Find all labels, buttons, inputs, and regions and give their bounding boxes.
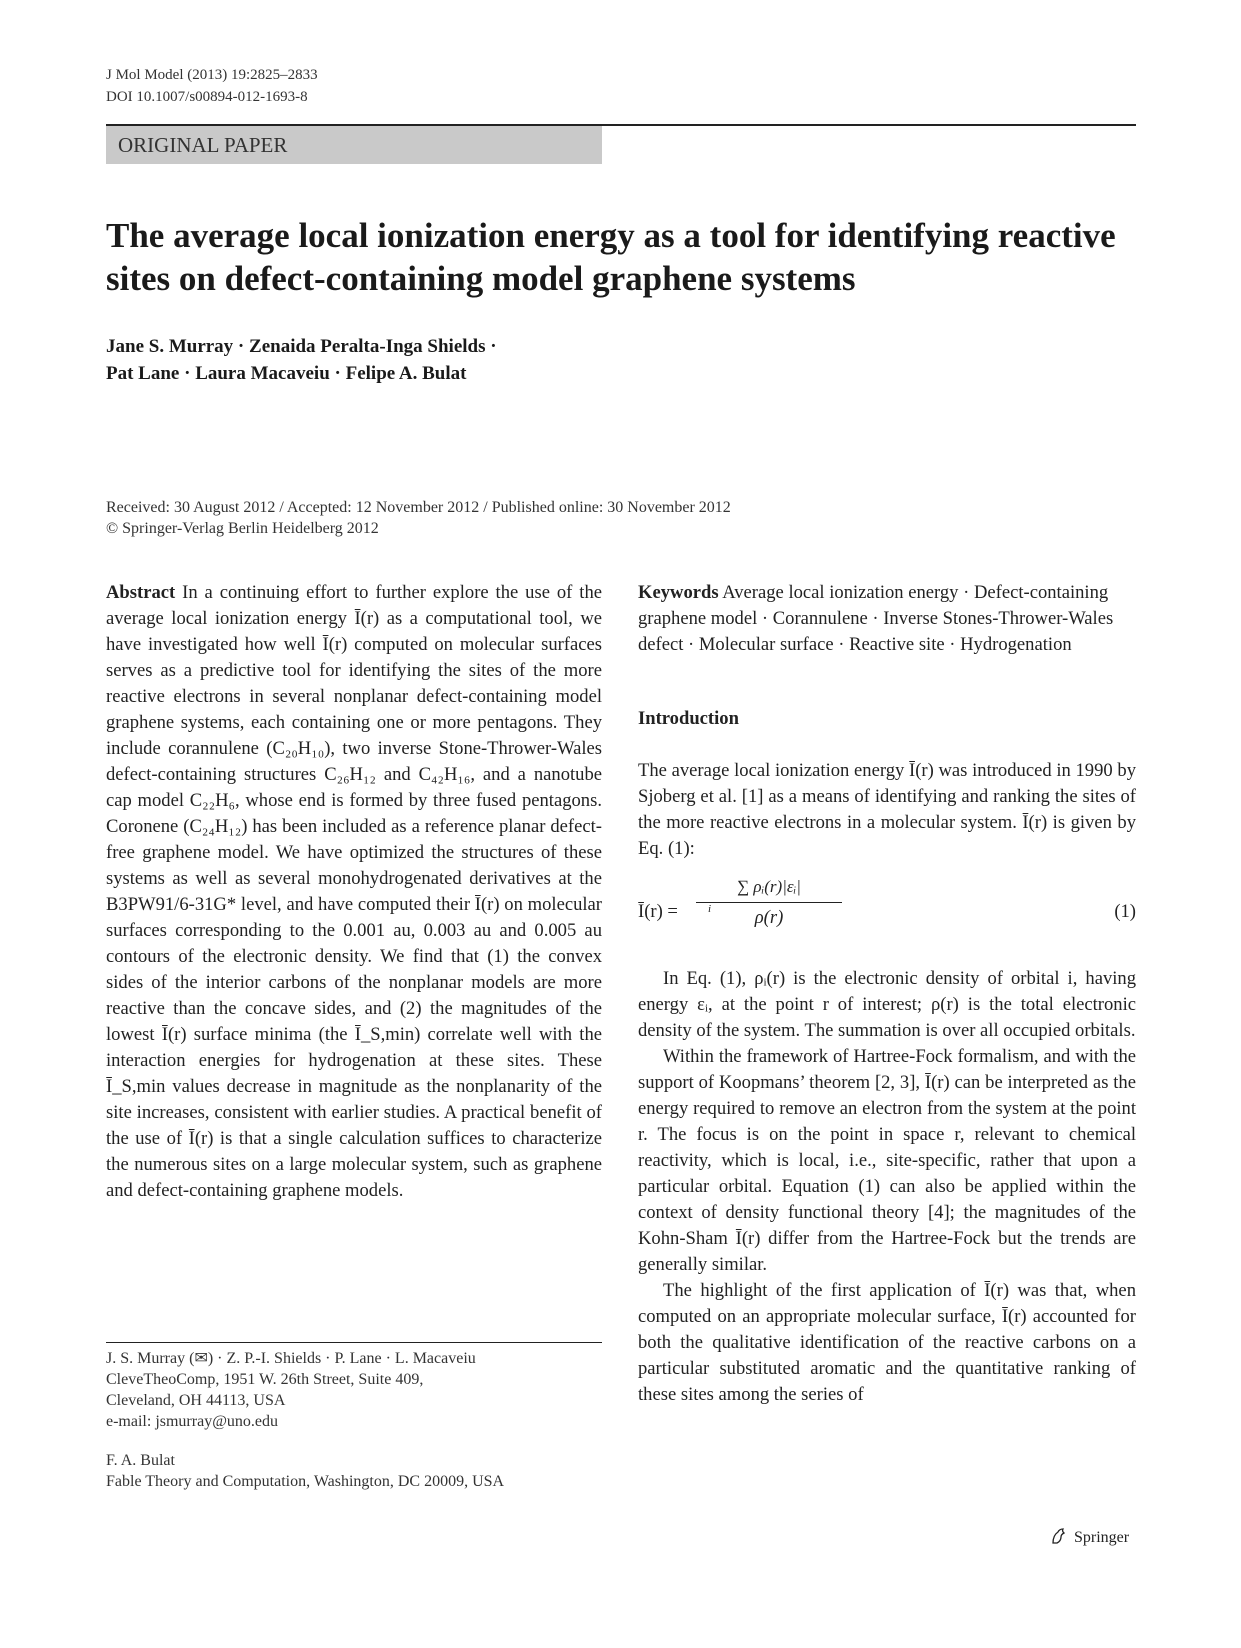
authors-line-2: Pat Lane · Laura Macaveiu · Felipe A. Bulat [106, 363, 467, 384]
keywords [638, 580, 1136, 658]
publisher-logo [1050, 1527, 1129, 1547]
intro-paragraph-4: The highlight of the first application of Ī(r) was that, when computed on an appropriate molecular surface, Ī(r) accounted for both the qualitative identification of the reactive carbons on a particular substituted aromatic and the quantitative ranking of these sites among the series of [638, 1280, 1136, 1405]
left-column [106, 580, 602, 1204]
fraction-bar [696, 902, 842, 903]
footnote-email[interactable]: e-mail: jsmurray@uno.edu [106, 1413, 279, 1430]
article-type-label: ORIGINAL PAPER [118, 133, 288, 157]
footnote-affiliation-1: CleveTheoComp, 1951 W. 26th Street, Suite 409, [106, 1371, 424, 1388]
journal-citation: J Mol Model (2013) 19:2825–2833 [106, 67, 318, 83]
author-list [106, 333, 497, 387]
equation-lhs: Ī(r) = [638, 901, 678, 922]
equation-sum-index: i [708, 903, 712, 915]
keywords-label: Keywords [638, 582, 719, 603]
abstract-text: In a continuing effort to further explore the use of the average local ionization energy Ī(r) as a computational tool, we have investigated how well Ī(r) computed on molecular surfaces serves as a predictive tool for identifying the sites of the more reactive electrons in several nonplanar defect-containing model graphene systems, each containing one or more pentagons. They include corannulene (C₂₀H₁₀), two inverse Stone-Thrower-Wales defect-containing structures C₂₆H₁₂ and C₄₂H₁₆, and a nanotube cap model C₂₂H₆, whose end is formed by three fused pentagons. Coronene (C₂₄H₁₂) has been included as a reference planar defect-free graphene model. We have optimized the structures of these systems as well as several monohydrogenated derivatives at the B3PW91/6-31G* level, and have computed their Ī(r) on molecular surfaces corresponding to the 0.001 au, 0.003 au and 0.005 au contours of the electronic density. We find that (1) the convex sides of the interior carbons of the nonplanar models are more reactive than the concave sides, and (2) the magnitudes of the lowest Ī(r) surface minima (the Ī_S,min) correlate well with the interaction energies for hydrogenation at these sites. These Ī_S,min values decrease in magnitude as the nonplanarity of the site increases, consistent with earlier studies. A practical benefit of the use of Ī(r) is that a single calculation suffices to characterize the numerous sites on a large molecular system, such as graphene and defect-containing graphene models. [106, 582, 602, 1201]
copyright-line: © Springer-Verlag Berlin Heidelberg 2012 [106, 520, 379, 537]
footnote-affiliation-3: Fable Theory and Computation, Washington, DC 20009, USA [106, 1473, 505, 1490]
article-type-banner [106, 126, 602, 164]
equation-1 [638, 874, 1136, 952]
footnote-rule [106, 1342, 602, 1343]
equation-number: (1) [1114, 901, 1136, 922]
intro-paragraph-2: In Eq. (1), ρᵢ(r) is the electronic density of orbital i, having energy εᵢ, at the point r of interest; ρ(r) is the total electronic density of the system. The summation is over all occupied orbitals. [638, 968, 1136, 1041]
paper-title: The average local ionization energy as a tool for identifying reactive sites on defect-containing model graphene systems [106, 216, 1116, 298]
right-column [638, 580, 1136, 1408]
dates-line: Received: 30 August 2012 / Accepted: 12 November 2012 / Published online: 30 November 2012 [106, 499, 731, 516]
keywords-text: Average local ionization energy · Defect-containing graphene model · Corannulene · Inverse Stones-Thrower-Wales defect · Molecular surface · Reactive site · Hydrogenation [638, 582, 1114, 655]
author-affiliations [106, 1348, 504, 1492]
equation-fraction [696, 874, 842, 931]
publication-history [106, 497, 731, 539]
footnote-author-2: F. A. Bulat [106, 1452, 175, 1469]
authors-line-1: Jane S. Murray · Zenaida Peralta-Inga Shields · [106, 336, 497, 357]
section-heading-introduction: Introduction [638, 708, 739, 729]
equation-numerator: ∑ ρᵢ(r)|εᵢ| [737, 877, 801, 896]
footnote-authors: J. S. Murray (✉) · Z. P.-I. Shields · P. Lane · L. Macaveiu [106, 1350, 476, 1367]
journal-header [106, 64, 318, 108]
abstract [106, 580, 602, 1204]
equation-denominator: ρ(r) [754, 907, 784, 928]
doi[interactable]: DOI 10.1007/s00894-012-1693-8 [106, 89, 308, 105]
springer-horse-icon [1050, 1527, 1066, 1545]
intro-paragraph-1: The average local ionization energy Ī(r) was introduced in 1990 by Sjoberg et al. [1] as a means of identifying and ranking the sites of the more reactive electrons in a molecular system. Ī(r) is given by Eq. (1): [638, 760, 1136, 859]
publisher-name: Springer [1074, 1529, 1130, 1546]
abstract-label: Abstract [106, 582, 176, 603]
footnote-affiliation-2: Cleveland, OH 44113, USA [106, 1392, 286, 1409]
intro-paragraph-3: Within the framework of Hartree-Fock formalism, and with the support of Koopmans’ theorem [2, 3], Ī(r) can be interpreted as the energy required to remove an electron from the system at the point r. The focus is on the point in space r, relevant to chemical reactivity, which is local, i.e., site-specific, rather that upon a particular orbital. Equation (1) can also be applied within the context of density functional theory [4]; the magnitudes of the Kohn-Sham Ī(r) differ from the Hartree-Fock but the trends are generally similar. [638, 1046, 1136, 1275]
